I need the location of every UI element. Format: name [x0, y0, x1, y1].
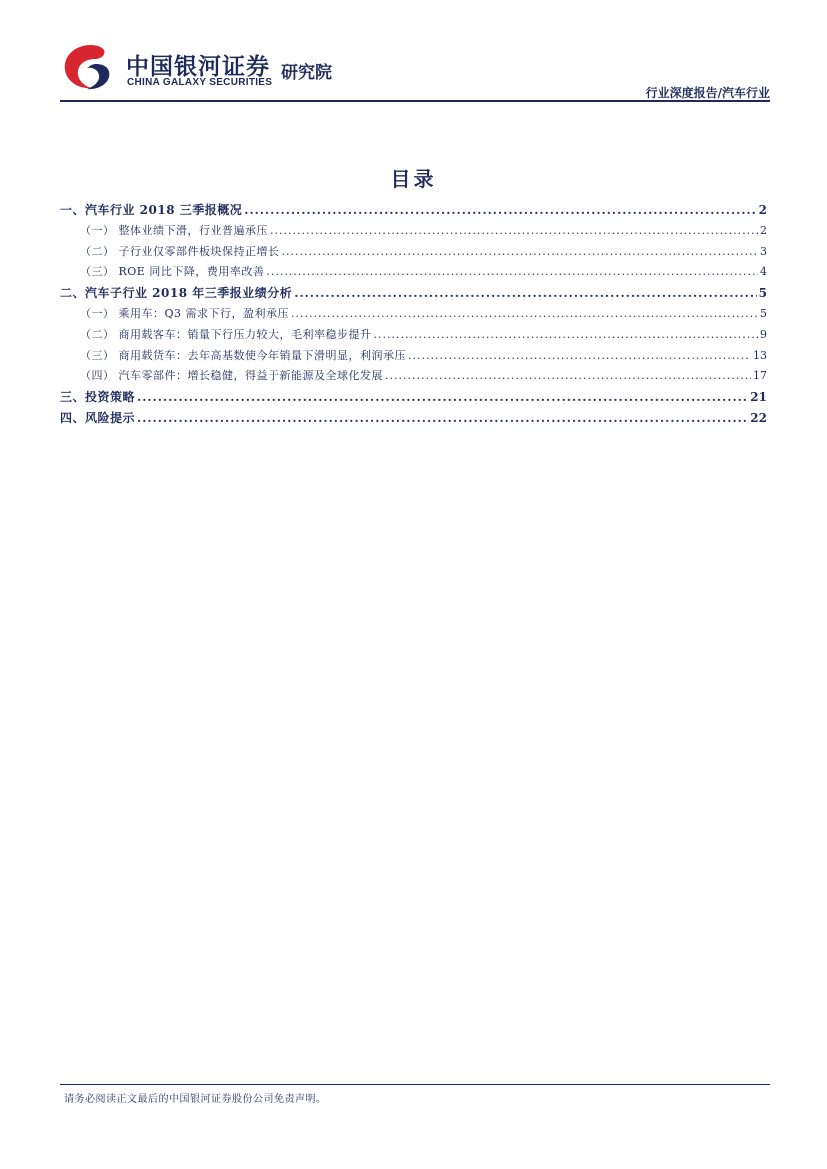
- toc-leader: [374, 328, 759, 341]
- toc-entry-label: 四、风险提示: [60, 410, 136, 425]
- toc-leader: [270, 224, 758, 237]
- toc-entry-page: 9: [760, 327, 767, 341]
- page-header: [60, 42, 770, 102]
- toc-entry[interactable]: [60, 367, 767, 388]
- brand-name-en: CHINA GALAXY SECURITIES: [127, 77, 273, 88]
- footer-disclaimer: 请务必阅读正文最后的中国银河证券股份公司免责声明。: [64, 1094, 327, 1105]
- toc-entry-page: 17: [753, 369, 767, 383]
- header-rule: [60, 100, 770, 102]
- toc-entry[interactable]: [60, 263, 767, 284]
- toc-entry[interactable]: [60, 243, 767, 264]
- toc-entry-page: 5: [760, 306, 767, 320]
- toc-leader: [137, 390, 748, 404]
- toc-entry-page: 21: [750, 390, 767, 405]
- report-type: 行业深度报告/汽车行业: [645, 86, 770, 100]
- toc-entry-label: （一） 乘用车：Q3 需求下行，盈利承压: [80, 306, 290, 320]
- toc-entry-page: 13: [753, 348, 767, 362]
- toc-entry-page: 4: [760, 265, 767, 279]
- toc-entry-page: 2: [760, 223, 767, 237]
- toc-title: 目录: [390, 167, 437, 191]
- toc-leader: [408, 349, 751, 362]
- toc-entry[interactable]: [60, 201, 767, 222]
- toc-entry-label: 三、投资策略: [60, 390, 136, 405]
- toc-entry[interactable]: [60, 409, 767, 430]
- toc-entry-label: 二、汽车子行业 2018 年三季报业绩分析: [60, 286, 293, 301]
- toc-entry-label: （二） 商用载客车：销量下行压力较大，毛利率稳步提升: [80, 327, 372, 341]
- toc-entry-page: 22: [750, 410, 767, 425]
- toc-entry[interactable]: [60, 284, 767, 305]
- toc-entry-page: 5: [758, 286, 767, 301]
- toc-entry-page: 3: [760, 244, 767, 258]
- china-galaxy-logo-icon: [60, 42, 118, 92]
- toc-entry-page: 2: [758, 203, 767, 217]
- footer-rule: [60, 1084, 770, 1085]
- toc-leader: [266, 265, 758, 278]
- toc-entry-label: 一、汽车行业 2018 三季报概况: [60, 203, 243, 217]
- toc-leader: [294, 286, 756, 300]
- toc-entry[interactable]: [60, 388, 767, 409]
- table-of-contents: [60, 201, 767, 430]
- toc-leader: [244, 203, 756, 217]
- toc-entry-label: （一） 整体业绩下滑，行业普遍承压: [80, 223, 268, 237]
- toc-entry-label: （四） 汽车零部件：增长稳健，得益于新能源及全球化发展: [80, 369, 383, 383]
- toc-leader: [291, 307, 758, 320]
- toc-entry-label: （二） 子行业仅零部件板块保持正增长: [80, 244, 280, 258]
- toc-entry[interactable]: [60, 222, 767, 243]
- toc-leader: [137, 411, 748, 425]
- toc-leader: [282, 245, 759, 258]
- toc-entry[interactable]: [60, 305, 767, 326]
- toc-entry[interactable]: [60, 326, 767, 347]
- toc-entry-label: （三） 商用载货车：去年高基数使今年销量下滑明显，利润承压: [80, 348, 406, 362]
- toc-leader: [385, 369, 751, 382]
- brand-name-cn: 中国银河证券: [126, 54, 270, 80]
- toc-entry-label: （三） ROE 同比下降，费用率改善: [80, 265, 265, 279]
- toc-entry[interactable]: [60, 347, 767, 368]
- brand-institute: 研究院: [281, 63, 332, 83]
